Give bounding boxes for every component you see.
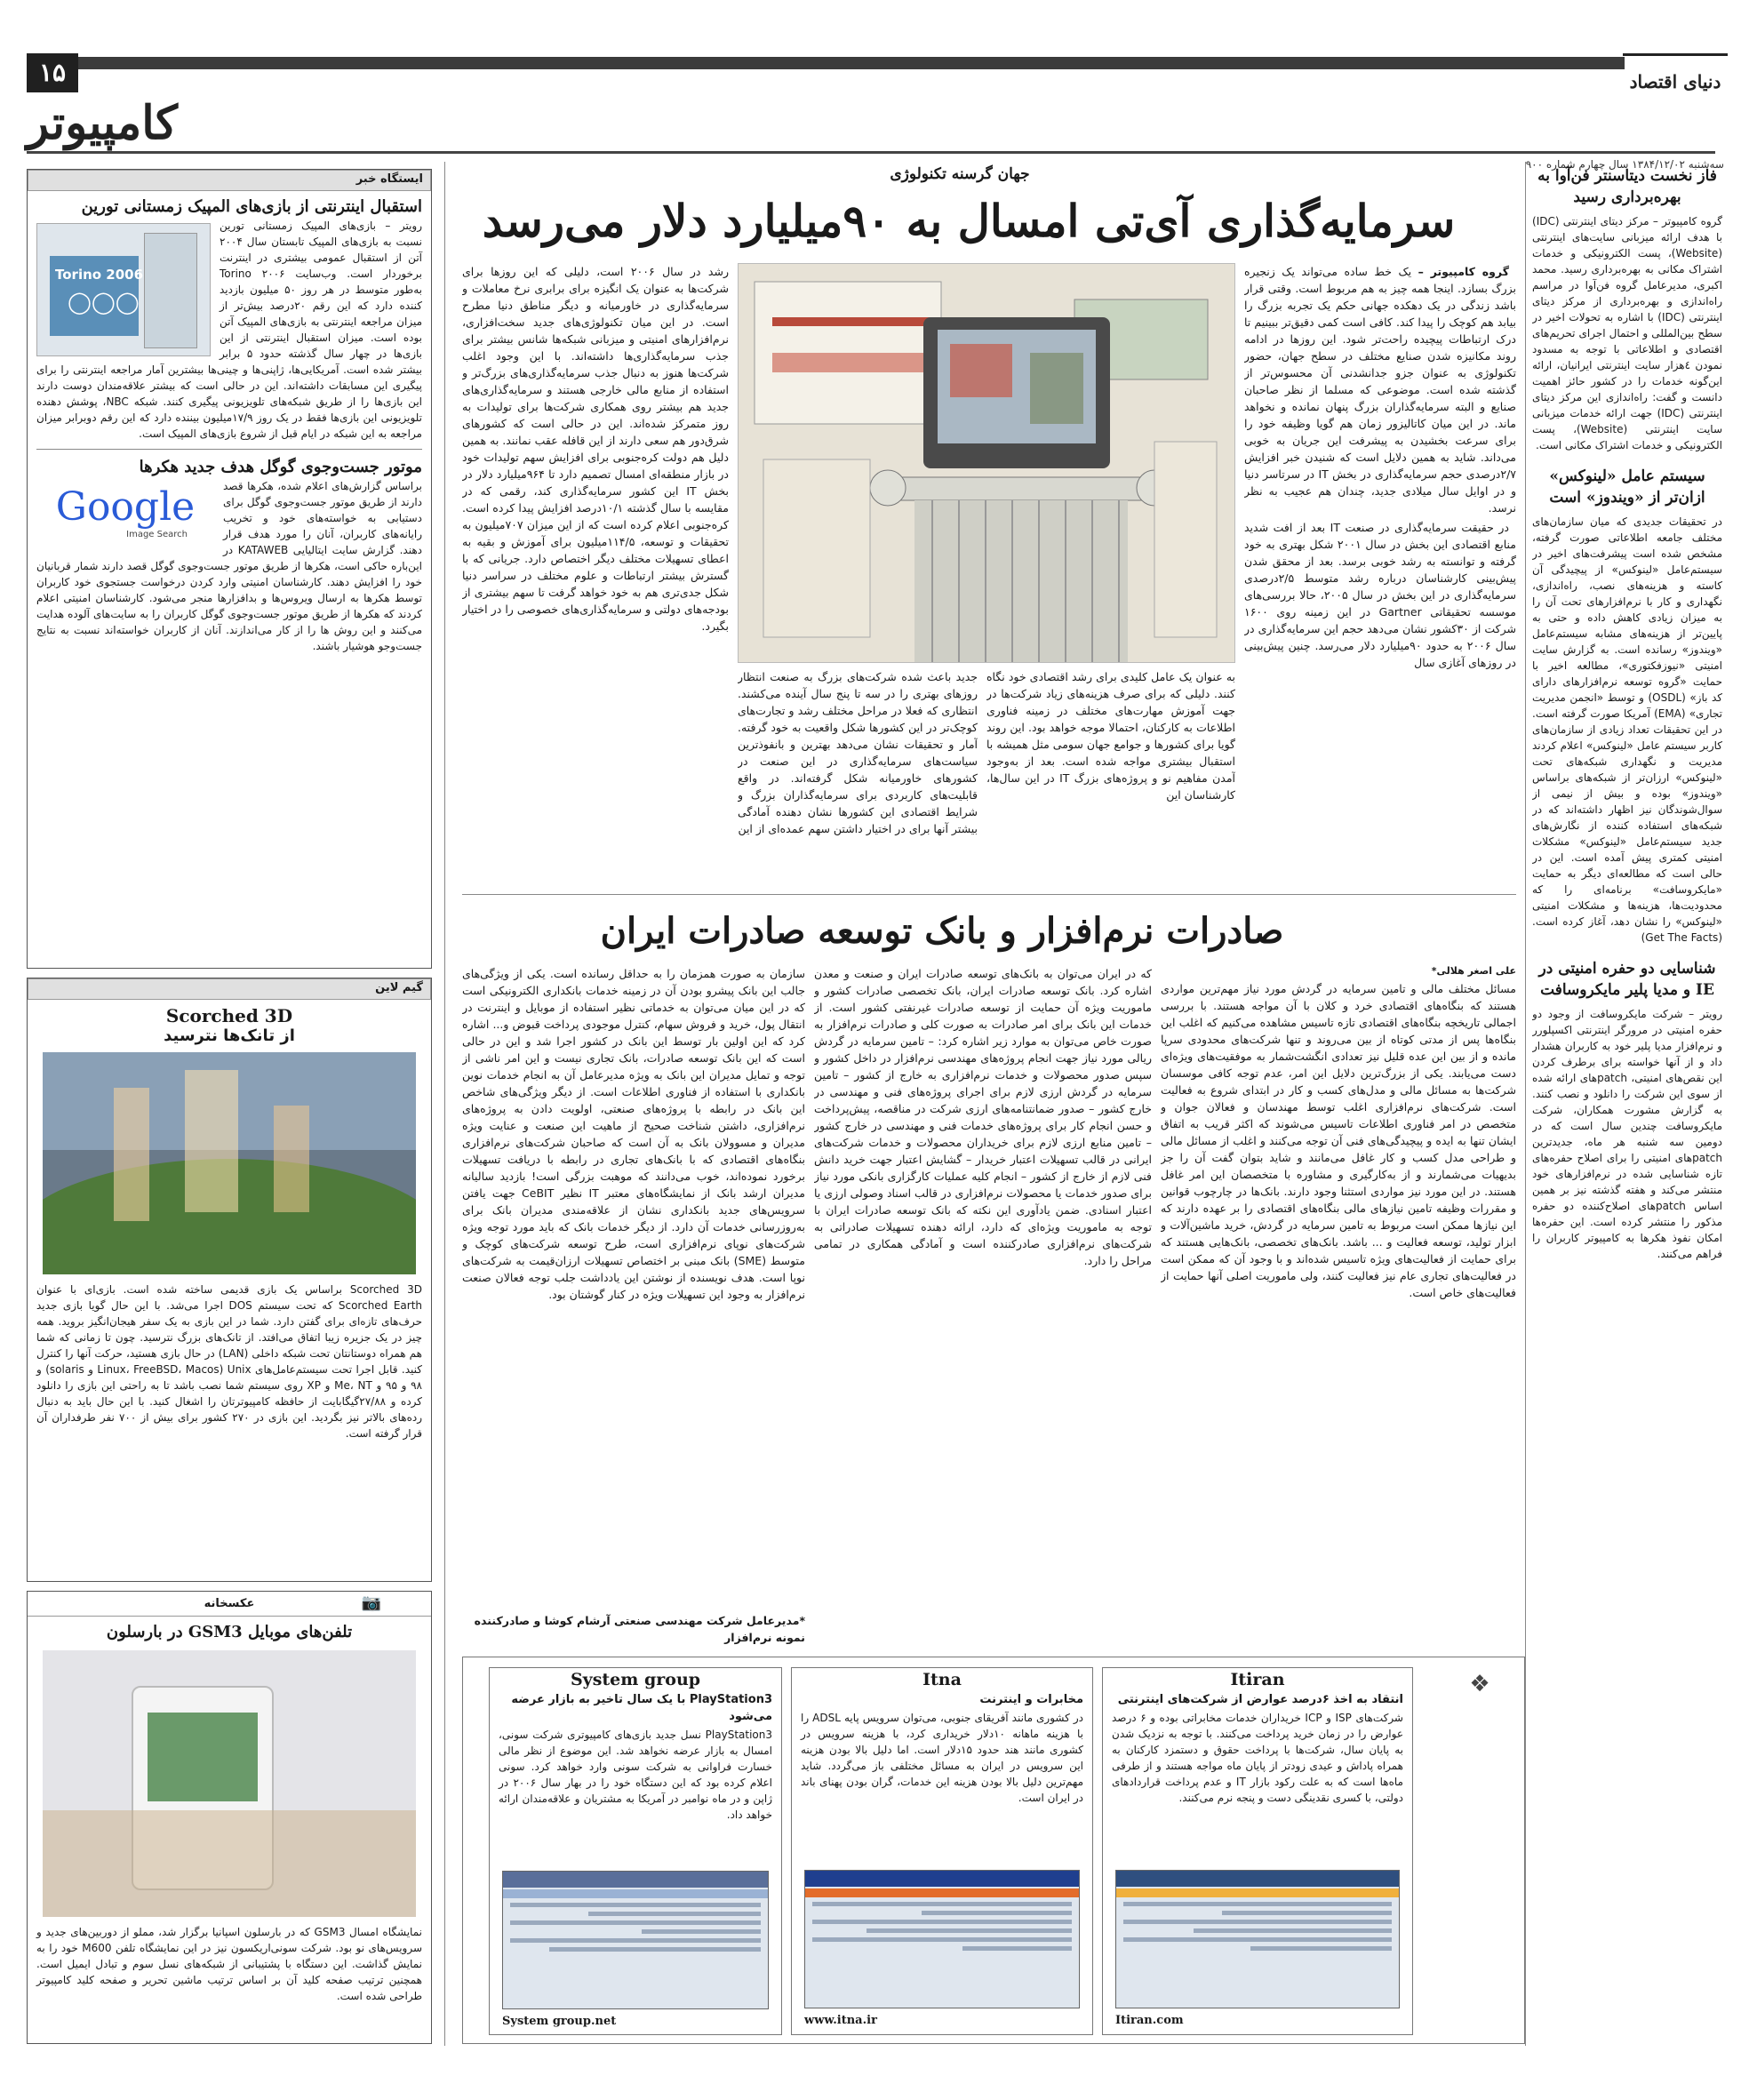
article-divider — [462, 894, 1516, 895]
torino-image-text: Torino 2006 — [55, 267, 144, 283]
game-body: Scorched 3D براساس یک بازی قدیمی ساخته شده است. بازی‌ای با عنوان Scorched Earth که تحت سیستم DOS اجرا می‌شد. با این حال گویا بازی جدید حرف‌های تازه‌ای برای گفتن دارد. شما در این بازی به یک سفر هیجان‌انگیز بروید. همه چیز در یک جزیره زیبا اتفاق می‌افتد. از تانک‌های بزرگ نترسید. چون تا زمانی که شما هم همراه دوستانتان تحت شبکه داخلی (LAN) در حال بازی هستید، حرکت آنها را کنترل کنید. قابل اجرا تحت سیستم‌عامل‌های Unix (Linux، FreeBSD، Macos و solaris) و ۹۸ و ۹۵ و Me، NT و XP روی سیستم شما نصب باشد تا به راحتی این بازی را دانلود کرده و ۲۷/۸۸گیگابایت از حافظه کامپیوترتان را اشغال کنید. با این حال باید به دنبال رده‌های بالاتر نیز بگردید. این بازی در ۲۷۰ کشور برای بیش از ۷۰۰ نفر طرفداران آن قرار گرفته است. — [36, 1283, 423, 1440]
left-story2-body: براساس گزارش‌های اعلام شده، هکرها قصد دارند از طریق موتور جست‌وجوی گوگل برای دستیابی به خواسته‌های خود و تخریب رایانه‌های کاربران، آنان را مورد هدف قرار دهند. گزارش سایت ایتالیایی KATAWEB در این‌باره حاکی است، هکرها از طریق موتور جست‌وجوی گوگل قصد دارند شمار قربانیان خود را افزایش دهند. کارشناسان امنیتی وارد کردن درخواست جستجوی خود کاربران توسط هکرها به ارسال ویروس‌ها و بدافزارها منجر می‌شود. کارشناسان امنیتی اعلام کردند که هکرها از طریق موتور جست‌وجوی گوگل کاربران را به سایت‌های آلوده هدایت می‌کنند و این روش ها را از کار می‌اندازند. آنان از کاربران خواسته‌اند نسبت به نتایج جست‌وجو هوشیار باشند. — [36, 480, 423, 652]
game-line-box — [27, 978, 432, 1582]
main-col2b: به عنوان یک عامل کلیدی برای رشد اقتصادی خود نگاه کنند. دلیلی که برای صرف هزینه‌های زیاد شرکت‌ها در جهت آموزش مهارت‌های مختلف در زمینه فناوری اطلاعات به کارکنان، احتمالا موجه خواهد بود. این روند گویا برای کشورها و جوامع جهان سومی مثل همیشه با استقبال بیشتری مواجه شده است. بعد از به‌وجود آمدن مفاهیم نو و پروژه‌های بزرگ IT در این سال‌ها، کارشناسان این — [986, 670, 1235, 802]
game-title-en: Scorched 3D — [165, 1005, 293, 1026]
main2-author: علی اصغر هلالی* — [1431, 965, 1516, 977]
right-story2-title: سیستم عامل «لینوکس» ازان‌تر از «ویندوز» است — [1549, 467, 1705, 507]
issue-line: سه‌شنبه ۱۳۸۴/۱۲/۰۲ سال چهارم شماره ۹۰۰ — [1525, 158, 1724, 171]
section-rule — [27, 151, 1715, 154]
left-story1-body: رویتر – بازی‌های المپیک زمستانی تورین نسبت به بازی‌های المپیک تابستان سال ۲۰۰۴ آتن از استقبال عمومی بیشتری در اینترنت برخوردار است. وب‌سایت Torino ۲۰۰۶ به‌طور متوسط در هر روز ۵۰ میلیون بازدید کننده دارد که این رقم ۲۰درصد بیش‌تر از میزان مراجعه اینترنتی به بازی‌های المپیک آتن بوده است. میزان استقبال اینترنتی از این بازی‌ها در چهار سال گذشته حدود ۵ برابر بیشتر شده است. آمریکایی‌ها، ژاپنی‌ها و چینی‌ها بیشترین آمار مراجعه اینترنتی را برای پیگیری این مسابقات داشته‌اند. این در حالی است که بیشتر علاقه‌مندان دوست دارند این بازی‌ها را از طریق شبکه‌های تلویزیونی پیگیری کنند. شبکه NBC، پوشش دهنده تلویزیونی این بازی‌ها فقط در یک روز ۱۷/۹میلیون بیننده دارد که این رقم دوبرابر میزان مراجعه به این شبکه در ایام قبل از شروع بازی‌های المپیک است. — [36, 220, 423, 440]
torino-image — [36, 223, 211, 356]
site-box-itiran — [1102, 1667, 1413, 2035]
main2-col3-wrap — [462, 965, 805, 1658]
site-itiran-url[interactable]: Itiran.com — [1115, 2014, 1184, 2027]
news-station-label: ایستگاه خبر — [28, 170, 431, 191]
photo-title: تلفن‌های موبایل GSM3 در بارسلون — [106, 1623, 353, 1641]
olympic-rings-icon: ◯◯◯ — [68, 290, 140, 315]
site-systemgroup-body: PlayStation3 نسل جدید بازی‌های کامپیوتری شرکت سونی، امسال به بازار عرضه نخواهد شد. این موضوع از نظر مالی خسارت فراوانی به شرکت سونی وارد خواهد کرد. سونی اعلام کرده بود که این دستگاه خود را در بهار سال ۲۰۰۶ در ژاپن و در ماه نوامبر در آمریکا به مشتریان و علاقه‌مندان ارائه خواهد داد. — [499, 1729, 773, 1821]
section-title: کامپیوتر — [27, 96, 178, 150]
right-column — [1532, 165, 1722, 2040]
right-column-divider — [1525, 162, 1526, 2046]
site-itiran-name: Itiran — [1230, 1670, 1285, 1689]
game-line-label: گیم لاین — [28, 978, 431, 1000]
site-itna-url[interactable]: www.itna.ir — [804, 2014, 877, 2027]
main-col2: جدید باعث شده شرکت‌های بزرگ به صنعت انتظار روزهای بهتری را در سه تا پنج سال آینده می‌کشند. انتظاری که فعلا در مراحل مختلف رشد و تجارت‌های کوچک‌تر در این کشورها شکل واقعیت به خود گرفته. آمار و تحقیقات نشان می‌دهد بهترین و بانفوذترین سیاست‌های سرمایه‌گذاری در این صنعت در کشورهای خاورمیانه شکل گرفته‌اند. در واقع قابلیت‌های کاربردی برای سرمایه‌گذاران بزرگ و شرایط اقتصادی این کشورها نشان دهنده آمادگی بیشتر آنها برای در اختیار داشتن سهم عمده‌ای از این — [738, 670, 978, 835]
computer-on-column-illustration — [738, 264, 1234, 663]
site-itiran-screenshot — [1115, 1870, 1400, 2008]
main2-headline: صادرات نرم‌افزار و بانک توسعه صادرات ایران — [600, 910, 1284, 952]
main-col1-text: یک خط ساده می‌تواند یک زنجیره بزرگ بسازد. اینجا همه چیز به هم مربوط است. وقتی قرار باشد زندگی در یک دهکده جهانی حکم یک تجربه بزرگ را بیابد هم کوچک را پیدا کند. کافی است کمی دقیق‌تر ببینیم تا درک ارتباطات پیچیده راحت‌تر شود. این روزها در ادامه روند مکانیزه شدن صنایع مختلف در سطح جهان، حضور تکنولوژی به عنوان جزو جدانشدنی آن محسوس‌تر از گذشته شده است. موضوعی که مسلما از نظر صاحبان صنایع و البته سرمایه‌گذاران بزرگ پنهان نمانده و نخواهد ماند. در این میان کاتالیزور زمان هم گویا وظیفه خود را برای سرعت بخشیدن به پیشرفت این جریان به خوبی می‌داند. شاید به همین دلایل است که شنیدن خبر افزایش ۲/۷درصدی حجم سرمایه‌گذاری در بخش IT در سرتاسر دنیا و در اوایل سال میلادی جدید، چندان هم عجیب به نظر نرسد. — [1244, 265, 1516, 515]
right-story3-body: رویتر – شرکت مایکروسافت از وجود دو حفره امنیتی در مرورگر اینترنتی اکسپلورر و نرم‌افزار مدیا پلیر خود به کاربران هشدار داد و از آنها خواسته برای برطرف کردن این نقص‌های امنیتی، patchهای ارائه شده از سوی این شرکت را دانلود و نصب کنند. به گزارش مشورت همکاران، شرکت مایکروسافت چندین سال است که در دومین سه شنبه هر ماه، جدیدترین patchهای امنیتی را برای اصلاح حفره‌های تازه شناسایی شده در نرم‌افزارهای خود منتشر می‌کند و هفته گذشته نیز بر همین اساس patchهای اصلاح‌کننده دو حفره مذکور را منتشر کرده است. این حفره‌ها امکان نفوذ هکرها به کامپیوتر کاربران را فراهم می‌کنند. — [1532, 1008, 1722, 1260]
game-screenshot — [43, 1052, 416, 1274]
main-headline: سرمایه‌گذاری آی‌تی امسال به ۹۰میلیارد دلار می‌رسد — [482, 195, 1456, 247]
site-box-itna — [791, 1667, 1093, 2035]
google-logo — [36, 485, 214, 544]
site-itna-body: در کشوری مانند آفریقای جنوبی، می‌توان سرویس پایه ADSL را با هزینه ماهانه ۱۰دلار خریداری کرد، با هزینه سرویس در کشوری مانند هند حدود ۱۵دلار است. اما دلیل بالا بودن هزینه این سرویس در ایران به مسائل مختلفی باز می‌گردد. شاید مهم‌ترین دلیل بالا بودن هزینه این خدمات، گران بودن پهنای باند در ایران است. — [801, 1712, 1083, 1804]
photo-house-label: عکسخانه — [28, 1592, 431, 1617]
site-itna-name: Itna — [922, 1670, 962, 1689]
site-itna-screenshot — [804, 1870, 1080, 2008]
main-col1 — [1244, 263, 1516, 885]
main2-col1: مسائل مختلف مالی و تامین سرمایه در گردش مورد نیاز مهم‌ترین مواردی هستند که بنگاه‌های اقتصادی خرد و کلان با آن مواجه هستند. با بررسی اجمالی تاریخچه بنگاه‌های اقتصادی تازه تاسیس مشاهده می‌کنیم که اغلب این بنگاه‌ها پس از مدتی کوتاه از بین می‌روند و تنها شرکت‌های محدودی سرپا مانده و از بین این عده قلیل نیز تعدادی انگشت‌شمار به موفقیت‌های ویژه‌ای دست می‌یابند. یکی از بزرگ‌ترین دلایل این امر، عدم توجه کافی موسسان شرکت‌ها به مسائل مالی و مدل‌های کسب و کار در ابتدای شروع به فعالیت است. شرکت‌های نرم‌افزاری اغلب توسط مهندسان و فعالان جوان و متخصص در امر فناوری اطلاعات تاسیس می‌شوند که اکثر قریب به اتفاق ایشان تنها به ایده و پیچیدگی‌های فنی آن توجه می‌کنند و اغلب از مسائل مالی و طراحی مدل کسب و کار غافل می‌مانند و شاید بتوان گفت آن را جز بدیهیات می‌شمارند و از به‌کارگیری و مشاوره با متخصصان این امر غافل هستند. در این مورد نیز مواردی استثنا وجود دارند. بانک‌ها در چارچوب قوانین و مقررات وظیفه تامین نیازهای مالی بنگاه‌های اقتصادی را بر عهده دارند که این نیازها ممکن است مربوط به تامین سرمایه در گردش، خرید ماشین‌آلات و ابزار تولید، توسعه فعالیت و ... باشد. بانک‌های تخصصی، بانک‌هایی هستند که برای حمایت از فعالیت‌های ویژه تاسیس شده‌اند و با وجود آن که ممکن است در فعالیت‌های تجاری عام نیز فعالیت کنند، ولی ماموریت اصلی آنها حمایت از فعالیت‌های خاص است. — [1161, 982, 1516, 1299]
main-col1-lead: گروه کامپیوتر – — [1418, 265, 1509, 278]
site-systemgroup-url[interactable]: System group.net — [502, 2015, 617, 2028]
main-illustration — [738, 263, 1235, 663]
photo-body: نمایشگاه امسال GSM3 که در بارسلون اسپانیا برگزار شد، مملو از دوربین‌های جدید و سرویس‌های نو بود. شرکت سونی‌اریکسون نیز در این نمایشگاه تلفن M600 خود را به نمایش گذاشت. این دستگاه با پشتیبانی از شبکه‌های نسل سوم و تبادل ایمیل است. همچنین ترتیب صفحه کلید آن بر اساس ترتیب ماشین تحریر و صفحه کلید کامپیوتر طراحی شده است. — [36, 1926, 423, 2002]
page-number: ۱۵ — [27, 53, 78, 92]
main2-col2: که در ایران می‌توان به بانک‌های توسعه صادرات ایران و صنعت و معدن اشاره کرد. بانک توسعه صادرات ایران، بانک تخصصی صادرات کشور و ماموریت ویژه آن حمایت از توسعه صادرات غیرنفتی کشور است. از خدمات این بانک برای امر صادرات به صورت کلی و صادرات نرم‌افزار به صورت خاص می‌توان به موارد زیر اشاره کرد: – تامین سرمایه در گردش ریالی مورد نیاز جهت انجام پروژه‌های مهندسی نرم‌افزار در داخل کشور و سپس صدور محصولات و خدمات نرم‌افزاری به خارج از کشور – تامین سرمایه در گردش ارزی لازم برای اجرای پروژه‌های فنی و مهندسی در خارج کشور – صدور ضمانتنامه‌های ارزی شرکت در مناقصه، پیش‌پرداخت و حسن انجام کار برای پروژه‌های خدمات فنی و مهندسی در خارج کشور – تامین منابع ارزی لازم برای خریداران محصولات و خدمات شرکت‌های ایرانی در قالب تسهیلات اعتبار خریدار – گشایش اعتبار جهت خرید دانش فنی لازم از خارج از کشور – انجام کلیه عملیات کارگزاری بانکی مورد نیاز برای صدور خدمات یا محصولات نرم‌افزاری در قالب اسناد وصولی ارزی یا اعتبار اسنادی. ضمن یادآوری این نکته که بانک توسعه صادرات ایران با توجه به ماموریت ویژه‌ای که دارد، ارائه دهنده تسهیلات صادراتی به شرکت‌های نرم‌افزاری صادرکننده است و آمادگی همکاری در تمامی مراحل را دارد. — [814, 967, 1152, 1267]
right-story1-title: فاز نخست دیتاسنتر فن‌آوا به بهره‌برداری رسید — [1537, 167, 1717, 206]
site-box-systemgroup — [489, 1667, 782, 2035]
main-kicker: جهان گرسنه تکنولوژی — [890, 165, 1030, 183]
right-story3-title: شناسایی دو حفره امنیتی در IE و مدیا پلیر مایکروسافت — [1538, 960, 1716, 999]
sites-panel-logo-icon: ❖ — [1469, 1671, 1490, 1697]
site-itiran-subtitle: انتقاد به اخذ ۶درصد عوارض از شرکت‌های اینترنتی — [1117, 1693, 1403, 1706]
gsm-phone-photo — [43, 1650, 416, 1917]
game-title-fa: از تانک‌ها نترسید — [164, 1026, 295, 1045]
main-col3: رشد در سال ۲۰۰۶ است، دلیلی که این روزها برای شرکت‌ها به عنوان یک انگیزه برای برابری نرخ معاملات و سرمایه‌گذاری در خاورمیانه و دیگر مناطق دنیا مطرح است. در این میان تکنولوژی‌های جدید سخت‌افزاری، نرم‌افزارهای امنیتی و میزبانی شبکه‌ها شانس بیشتر برای جذب سرمایه‌گذاری‌ها داشته‌اند. با این وجود اغلب شرکت‌ها هنوز به دنبال جذب سرمایه‌گذاری‌های بزرگ‌تر و استفاده از منابع مالی خارجی هستند و سرمایه‌گذاری‌های جدید هم بیشتر روی همکاری شرکت‌ها برای تولیدات به روز متمرکز شده‌اند. این در حالی است که کشورهای شرق‌دور هم سعی دارند از این قافله عقب نمانند. به همین دلیل هم دولت کره‌جنوبی برای افزایش سهم تولیدات خود در بازار منطقه‌ای امسال تصمیم دارد تا ۹۶۴میلیارد دلار در بخش IT این کشور سرمایه‌گذاری کند، رقمی که در مقایسه با سال گذشته ۱۰/۱درصد افزایش پیدا کرده است. کره‌جنوبی اعلام کرده است که از این میزان ۷۰۷میلیون به تحقیقات و توسعه، ۱۱۴/۵میلیون برای آموزش و بقیه به اعطای تسهیلات مختلف دیگر اختصاص دارد. جریانی که با گسترش بیشتر ارتباطات و علوم مختلف در سراسر دنیا شکل جدی‌تری هم به خود خواهد گرفت تا سهم بیشتری از بودجه‌های دولتی و سرمایه‌گذاری‌های خصوصی را در اختیار بگیرد. — [462, 265, 729, 633]
site-systemgroup-subtitle: PlayStation3 با یک سال تاخیر به بازار عرضه می‌شود — [511, 1693, 772, 1723]
masthead-bar — [78, 57, 1625, 69]
news-station-box — [27, 169, 432, 969]
main2-col1-wrap — [1161, 965, 1516, 1641]
site-itna-subtitle: مخابرات و اینترنت — [979, 1693, 1083, 1706]
google-image-search-label: Image Search — [126, 530, 188, 539]
right-story2-body: در تحقیقات جدیدی که میان سازمان‌های مختلف جامعه اطلاعاتی صورت گرفته، مشخص شده است پیشرفت‌های اخیر در سیستم‌عامل «لینوکس» از پیچیدگی آن کاسته و هزینه‌های نصب، راه‌اندازی، نگهداری و کار با نرم‌افزارهای تحت آن را به میزان زیادی کاهش داده و حتی به پایین‌تر از هزینه‌های مشابه سیستم‌عامل «ویندوز» رسانده است. به گزارش سایت امنیتی «نیوزفکتوری»، مطالعه اخیر با حمایت «گروه توسعه نرم‌افزارهای دارای کد باز» (OSDL) و توسط «انجمن مدیریت تجاری» (EMA) آمریکا صورت گرفته است. در این تحقیقات تعداد زیادی از سازمان‌های کاربر سیستم عامل «لینوکس» اعلام کردند مدیریت و نگهداری شبکه‌های تحت «لینوکس» ارزان‌تر از شبکه‌های براساس «ویندوز» بوده و بیش از نیمی از سوال‌شوندگان نیز اظهار داشته‌اند که در شبکه‌های استفاده کننده از نگارش‌های جدید سیستم‌عامل «لینوکس» مشکلات امنیتی کمتری پیش آمده است. این در حالی است که مطالعه‌ای دیگر به حمایت «مایکروسافت» برنامه‌ای را که محدودیت‌ها، هزینه‌ها و مشکلات امنیتی «لینوکس» را نشان دهد، آغاز کرده است. (Get The Facts) — [1532, 515, 1722, 944]
main-col1b-text: در حقیقت سرمایه‌گذاری در صنعت IT بعد از افت شدید منابع اقتصادی این بخش در سال ۲۰۰۱ شکل بهتری به خود گرفته و توانسته به رشد خوبی برسد. بعد از محقق شدن پیش‌بینی کارشناسان درباره رشد متوسط ۲/۵درصدی سرمایه‌گذاری در این بخش در سال ۲۰۰۵، حالا بررسی‌های موسسه تحقیقاتی Gartner در این زمینه روی ۱۶۰۰ شرکت از ۳۰کشور نشان می‌دهد حجم این سرمایه‌گذاری در سال ۲۰۰۶ به حدود ۹۰میلیارد دلار می‌رسد. چنین پیش‌بینی در روزهای آغازی سال — [1244, 521, 1516, 669]
site-itiran-body: شرکت‌های ISP و ICP خریداران خدمات مخابراتی بوده و ۶ درصد عوارض را در زمان خرید پرداخت می‌کنند. با توجه به نزدیک شدن به پایان سال، شرکت‌ها با پرداخت حقوق و دستمزد کارکنان به همراه پاداش و عیدی زودتر از پایان ماه مواجه هستند و از طرفی ماه‌ها است که به علت رکود بازار IT و عدم پرداخت قراردادهای دولتی، با کسری نقدینگی دست و پنجه نرم می‌کنند. — [1112, 1712, 1403, 1804]
site-systemgroup-screenshot — [502, 1871, 769, 2009]
main2-signature: *مدیرعامل شرکت مهندسی صنعتی آرشام کوشا و صادرکننده نمونه نرم‌افزار — [474, 1614, 805, 1644]
main2-col3: سازمان به صورت همزمان را به حداقل رسانده است. یکی از ویژگی‌های جالب این بانک پیشرو بودن آن در زمینه خدمات بانکداری الکترونیکی است که در این میان می‌توان به خدماتی نظیر استفاده از موبایل و اینترنت در انتقال پول، خرید و فروش سهام، کنترل موجودی پرداخت قبوض و... اشاره کرد که این اولین بار توسط این بانک در کشور اجرا شد و این در حالی است که این بانک توسعه صادرات، بانک تجاری نیست و این امر ناشی از توجه و تمایل مدیران این بانک به ویژه مدیرعامل آن به انجام خدمات نوین بانکداری با استفاده از فناوری اطلاعات است. از دیگر ویژگی‌های شاخص این بانک در رابطه با پروژه‌های صنعتی، اولویت دادن به پروژه‌های نرم‌افزاری، داشتن شناخت صحیح از ماهیت این صنعت و عنایت ویژه مدیران و مسوولان بانک به آن است که صاحبان شرکت‌های نرم‌افزاری بنگاه‌های اقتصادی که با بانک‌های تجاری در رابطه با دریافت تسهیلات برخورد نموده‌اند، خوب می‌دانند که موهبت بزرگی است! بازدید سالیانه مدیران ارشد بانک از نمایشگاه‌های معتبر IT نظیر CeBIT جهت یافتن سرویس‌های جدید بانکداری نشان از علاقه‌مندی مدیران بانک برای به‌روز‌رسانی خدمات آن دارد. از دیگر خدمات بانک که باید مورد توجه ویژه شرکت‌های نوپای نرم‌افزاری است، طرح توسعه شرکت‌های کوچک و متوسط (SME) بانک مبنی بر اختصاص تسهیلات ارزان‌قیمت به شرکت‌های نوپا است. هدف نویسنده از نوشتن این یادداشت جلب توجه فعالان صنعت نرم‌افزار به وجود این تسهیلات ویژه در کنار گوشتان بود. — [462, 967, 805, 1301]
camera-icon: 📷 — [361, 1593, 381, 1612]
google-logo-text: Google — [55, 484, 196, 530]
left-story2-title: موتور جست‌وجوی گوگل هدف جدید هکرها — [139, 458, 422, 476]
newspaper-logo: دنیای اقتصاد — [1623, 53, 1728, 105]
site-systemgroup-name: System group — [570, 1670, 701, 1689]
photo-house-box — [27, 1591, 432, 2044]
left-column-divider — [444, 162, 445, 2046]
right-story1-body: گروه کامپیوتر – مرکز دیتای اینترنتی (IDC) با هدف ارائه میزبانی سایت‌های اینترنتی (Website)، پست الکترونیکی و خدمات اشتراک مکانی به بهره‌برداری رسید. محمد اکبری، مدیرعامل گروه فن‌آوا در مراسم راه‌اندازی و بهره‌برداری از مرکز دیتای اینترنتی (IDC) با اشاره به تحولات اخیر در سطح بین‌المللی و احتمال اجرای تحریم‌های اقتصادی و اطلاعاتی با توجه به مسدود نمودن ٤هزار سایت اینترنتی ایرانیان، ارائه این‌گونه خدمات را در کشور حائز اهمیت دانست و گفت: راه‌اندازی این مرکز دیتای اینترنتی (IDC) جهت ارائه خدمات میزبانی سایت اینترنتی (Website)، پست الکترونیکی و خدمات اشتراک مکانی است. — [1532, 215, 1722, 451]
left-story1-title: استقبال اینترنتی از بازی‌های المپیک زمستانی تورین — [81, 197, 422, 216]
